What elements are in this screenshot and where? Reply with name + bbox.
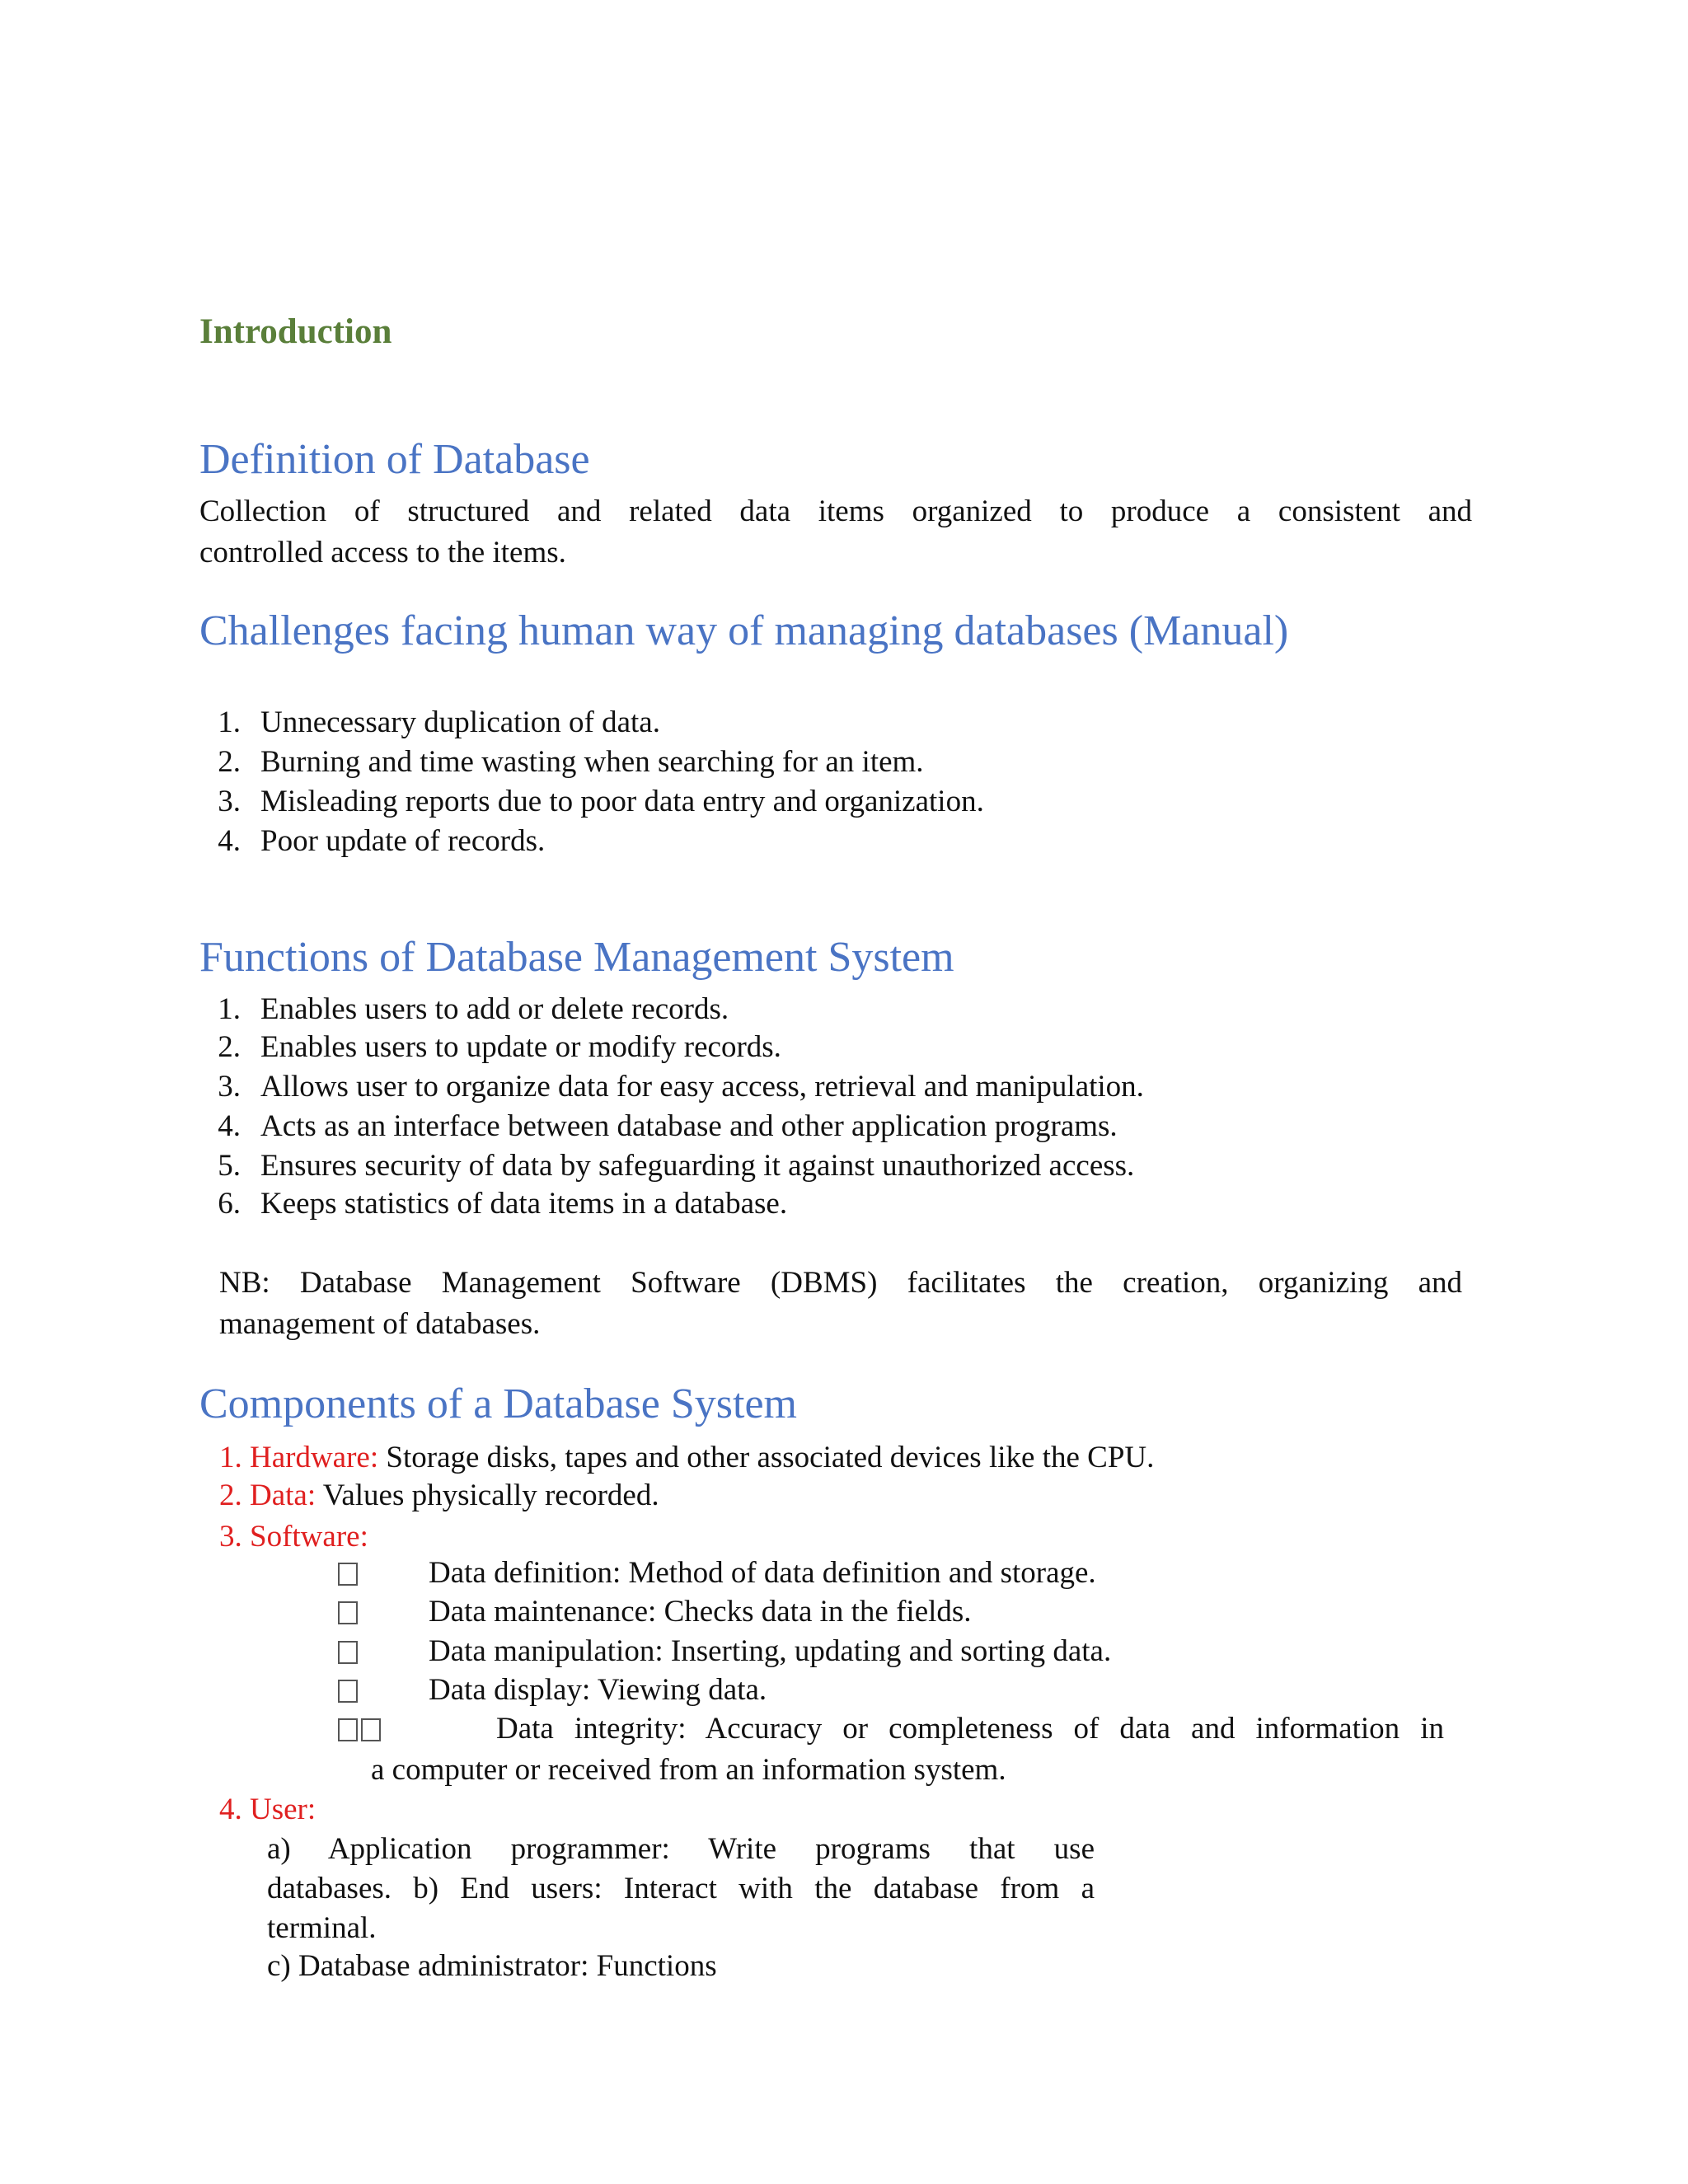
software-item: Data manipulation: Inserting, updating and sorting data. [429, 1634, 1112, 1668]
checkbox-glyph-icon [338, 1680, 358, 1703]
definition-line-1: Collection of structured and related data items organized to produce a consistent and [199, 494, 1472, 528]
component-hardware [219, 1437, 1154, 1479]
list-text: Allows user to organize data for easy access, retrieval and manipulation. [260, 1070, 1144, 1104]
list-item [199, 1106, 1144, 1146]
challenges-heading: Challenges facing human way of managing databases (Manual) [199, 607, 1289, 654]
list-number: 3. [218, 785, 241, 818]
list-text: Poor update of records. [260, 824, 546, 858]
list-item [199, 1183, 1144, 1221]
hardware-text: Storage disks, tapes and other associated devices like the CPU. [386, 1441, 1155, 1474]
functions-heading: Functions of Database Management System [199, 934, 954, 981]
list-number: 5. [218, 1149, 241, 1183]
list-item [199, 1146, 1144, 1183]
list-item [199, 702, 984, 743]
user-line-1: a) Application programmer: Write programs that use [267, 1832, 1095, 1866]
user-line-3: terminal. [267, 1911, 377, 1945]
list-text: Burning and time wasting when searching for an item. [260, 745, 924, 779]
list-text: Misleading reports due to poor data entry and organization. [260, 785, 984, 818]
list-text: Acts as an interface between database and other application programs. [260, 1109, 1118, 1143]
list-number: 4. [218, 824, 241, 858]
checkbox-glyph-icon [338, 1601, 358, 1624]
user-line-2: databases. b) End users: Interact with the database from a [267, 1872, 1095, 1905]
list-number: 4. [218, 1109, 241, 1143]
components-heading: Components of a Database System [199, 1380, 797, 1427]
integrity-line-1: Data integrity: Accuracy or completeness of data and information in [496, 1712, 1444, 1746]
software-item: Data maintenance: Checks data in the fields. [429, 1595, 972, 1629]
hardware-label: 1. Hardware: [219, 1441, 379, 1474]
checkbox-glyph-icon [338, 1641, 358, 1664]
integrity-line-2: a computer or received from an information system. [371, 1753, 1006, 1787]
list-number: 3. [218, 1070, 241, 1104]
challenges-list [199, 702, 984, 862]
checkbox-glyph-icon [361, 1718, 381, 1741]
software-label: 3. Software: [219, 1520, 368, 1554]
list-number: 2. [218, 745, 241, 779]
list-text: Enables users to update or modify records. [260, 1030, 781, 1064]
software-item: Data definition: Method of data definition and storage. [429, 1556, 1096, 1590]
list-item [199, 781, 984, 823]
definition-heading: Definition of Database [199, 436, 590, 483]
checkbox-glyph-icon [338, 1563, 358, 1586]
list-item [199, 821, 984, 862]
list-text: Keeps statistics of data items in a database. [260, 1187, 788, 1221]
list-text: Enables users to add or delete records. [260, 992, 729, 1026]
definition-line-2: controlled access to the items. [199, 536, 566, 569]
list-text: Unnecessary duplication of data. [260, 705, 660, 739]
functions-list [199, 989, 1144, 1221]
user-line-4: c) Database administrator: Functions [267, 1949, 717, 1983]
component-data [219, 1475, 659, 1516]
intro-heading: Introduction [199, 312, 392, 351]
nb-line-2: management of databases. [219, 1307, 541, 1341]
list-number: 2. [218, 1030, 241, 1064]
list-item [199, 1027, 1144, 1066]
user-label: 4. User: [219, 1793, 316, 1826]
nb-line-1: NB: Database Management Software (DBMS) facilitates the creation, organizing and [219, 1266, 1462, 1300]
software-item: Data display: Viewing data. [429, 1673, 767, 1707]
list-number: 6. [218, 1187, 241, 1221]
list-item [199, 989, 1144, 1027]
list-item [199, 742, 984, 783]
list-number: 1. [218, 705, 241, 739]
checkbox-glyph-icon [338, 1718, 358, 1741]
data-text: Values physically recorded. [322, 1479, 659, 1512]
data-label: 2. Data: [219, 1479, 316, 1512]
list-item [199, 1066, 1144, 1106]
list-text: Ensures security of data by safeguarding it against unauthorized access. [260, 1149, 1135, 1183]
list-number: 1. [218, 992, 241, 1026]
